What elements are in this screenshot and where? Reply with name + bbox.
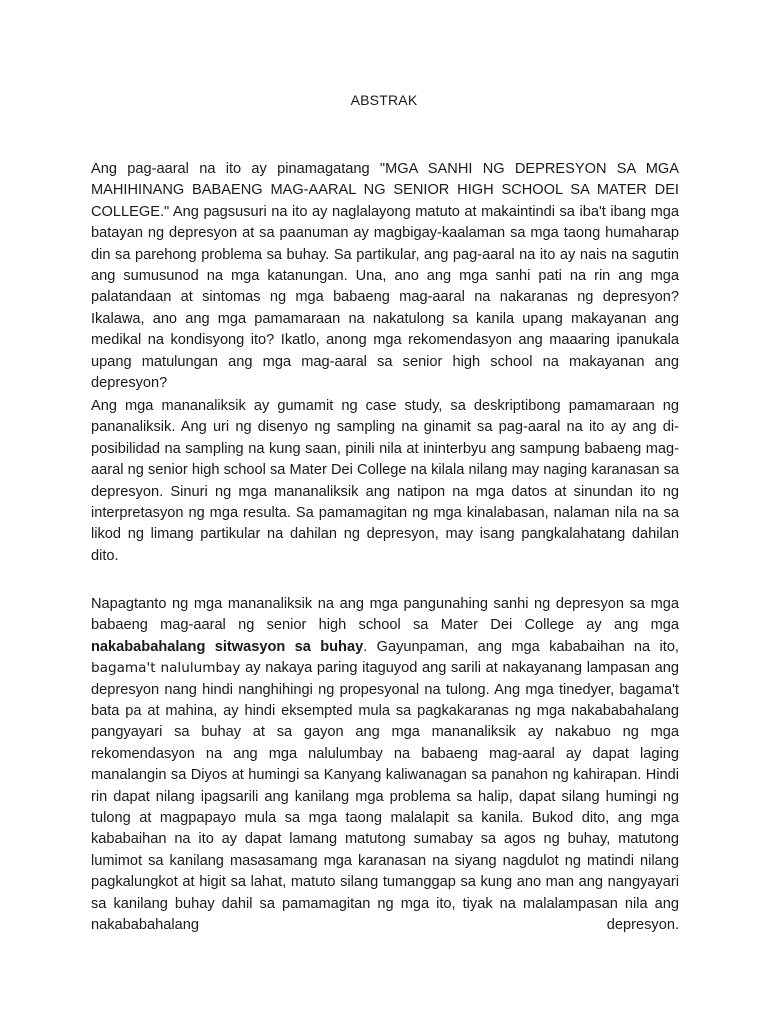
paragraph-3-text-c: ay nakaya paring itaguyod ang sarili at nakayanang lampasan ang depresyon nang hindi nanghihingi ng propesyonal na tulong. Ang mga tinedyer, bagama't bata pa at mahina, ay hindi eksempted mula sa pagkakaranas ng mga nakababahalang pangyayari sa buhay at sa gayon ang mga mananaliksik ay nakabuo ng mga rekomendasyon na ang mga nalulumbay na babaeng mag-aaral ay dapat laging manalangin sa Diyos at humingi sa Kanyang kaliwanagan sa panahon ng kahirapan. Hindi rin dapat nilang ipagsarili ang kanilang mga problema sa halip, dapat silang humingi ng tulong at magpapayo mula sa mga taong malalapit sa kanila. Bukod dito, ang mga kababaihan na ito ay dapat lamang matutong sumabay sa agos ng buhay, matutong lumimot sa kanilang masasamang mga karanasan na siyang nagdulot ng matindi nilang pagkalungkot at higit sa lahat, matuto silang tumanggap sa kung ano man ang nangyayari sa kanilang buhay dahil sa pamamagitan ng mga ito, tiyak na malalampasan nila ang nakababahalang depresyon. (91, 660, 679, 934)
paragraph-2: Ang mga mananaliksik ay gumamit ng case study, sa deskriptibong pamamaraan ng pananaliksik. Ang uri ng disenyo ng sampling na ginamit sa pag-aaral na ito ay ang di-posibilidad na sampling na kung saan, pinili nila at ininterbyu ang sampung babaeng mag-aaral ng senior high school sa Mater Dei College na kilala nilang may naging karanasan sa depresyon. Sinuri ng mga mananaliksik ang natipon na mga datos at sinundan ito ng interpretasyon ng mga resulta. Sa pamamagitan ng mga kinalabasan, nalaman nila na sa likod ng limang partikular na dahilan ng depresyon, may isang pangkalahatang dahilan dito. (91, 398, 679, 564)
paragraph-3 (91, 594, 679, 937)
paragraph-1: Ang pag-aaral na ito ay pinamagatang "MGA SANHI NG DEPRESYON SA MGA MAHIHINANG BABAENG MAG-AARAL NG SENIOR HIGH SCHOOL SA MATER DEI COLLEGE." Ang pagsusuri na ito ay naglalayong matuto at makaintindi sa iba't ibang mga batayan ng depresyon at sa paanuman ay magbigay-kaalaman sa mga taong humaharap din sa parehong problema sa buhay. Sa partikular, ang pag-aaral na ito ay nais na sagutin ang sumusunod na mga katanungan. Una, ano ang mga sanhi pati na rin ang mga palatandaan at sintomas ng mga babaeng mag-aaral na nakaranas ng depresyon? Ikalawa, ano ang mga pamamaraan na nakatulong sa kanila upang makayanan ang medikal na kondisyong ito? Ikatlo, anong mga rekomendasyon ang maaaring ipanukala upang matulungan ang mga mag-aaral sa senior high school na makayanan ang depresyon? (91, 161, 679, 392)
paragraph-3-alt-font-phrase: bagama't nalulumbay (91, 660, 241, 677)
paragraph-3-bold-phrase: nakababahalang sitwasyon sa buhay (91, 638, 364, 655)
paragraph-3-text-b: . Gayunpaman, ang mga kababaihan na ito, (363, 638, 679, 655)
page-title: ABSTRAK (350, 92, 418, 108)
paragraph-3-text-a: Napagtanto ng mga mananaliksik na ang mga pangunahing sanhi ng depresyon sa mga babaeng mag-aaral ng senior high school sa Mater Dei College ay ang mga (91, 596, 679, 634)
